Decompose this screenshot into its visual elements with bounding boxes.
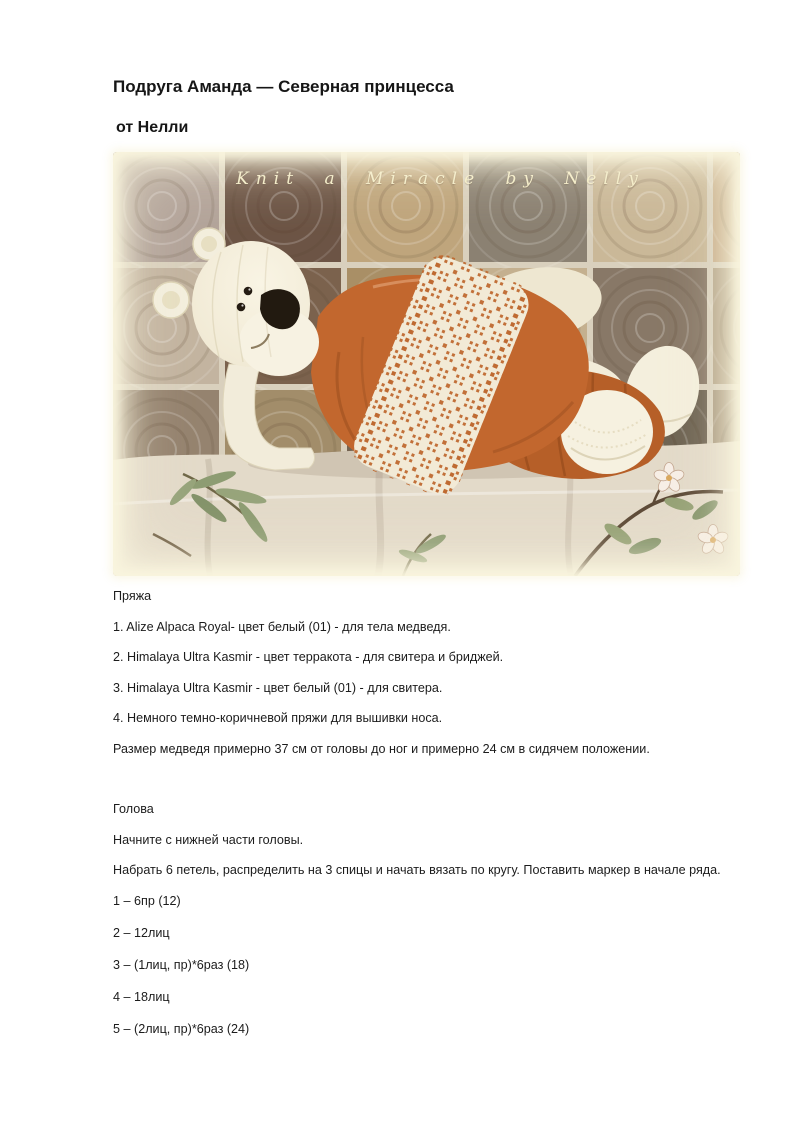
knit-row: 1 – 6пр (12) [113, 893, 181, 908]
bear-ear [153, 282, 189, 318]
page-title: Подруга Аманда — Северная принцесса [113, 77, 454, 96]
yarn-item: 2. Himalaya Ultra Kasmir - цвет терракота - для свитера и бриджей. [113, 650, 504, 664]
knit-row: 5 – (2лиц, пр)*6раз (24) [113, 1021, 250, 1036]
size-note: Размер медведя примерно 37 см от головы до ног и примерно 24 см в сидячем положении. [113, 741, 650, 756]
cast-on-note: Набрать 6 петель, распределить на 3 спицы и начать вязать по кругу. Поставить маркер в начале ряда. [113, 863, 721, 877]
knit-row: 3 – (1лиц, пр)*6раз (18) [113, 957, 250, 972]
knit-row: 4 – 18лиц [113, 989, 170, 1004]
pattern-text [113, 588, 731, 1038]
head-intro: Начните с нижней части головы. [113, 832, 304, 847]
knit-rows [113, 893, 731, 1039]
knit-row: 2 – 12лиц [113, 925, 170, 940]
photo-watermark: Knit a Miracle by Nelly [236, 169, 645, 189]
yarn-item: 4. Немного темно-коричневой пряжи для вышивки носа. [113, 711, 443, 725]
bear-illustration [113, 152, 740, 576]
yarn-item: 3. Himalaya Ultra Kasmir - цвет белый (01) - для свитера. [113, 680, 443, 695]
byline: от Нелли [116, 119, 189, 136]
blank-line [113, 771, 731, 801]
bear-photo [113, 152, 740, 576]
yarn-heading: Пряжа [113, 589, 152, 603]
yarn-item: 1. Alize Alpaca Royal- цвет белый (01) - для тела медведя. [113, 619, 451, 634]
head-heading: Голова [113, 802, 154, 816]
